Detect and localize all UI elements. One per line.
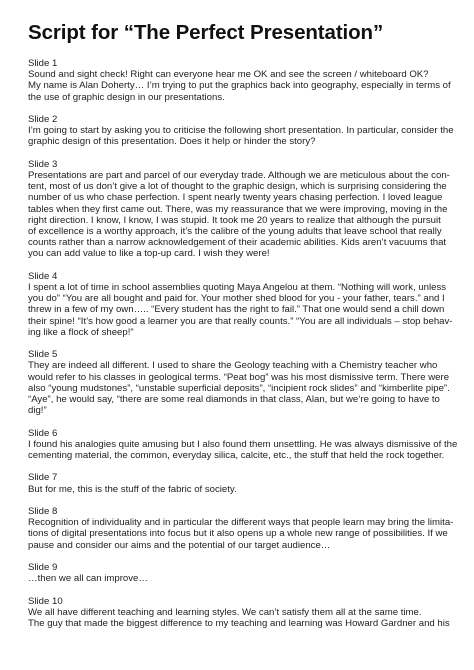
slide-text [28,360,468,416]
slide-heading: Slide 5 [28,349,58,361]
slide-text [28,484,468,495]
slide-text-line: graphic design of this presentation. Does it help or hinder the story? [28,136,316,148]
slide-heading: Slide 3 [28,158,58,170]
slide-text-line: I found his analogies quite amusing but I also found them unsettling. He was always dismissive of the [28,438,458,450]
slide-text [28,125,468,147]
slide-text-line: number of us who chase perfection. I spent nearly twenty years chasing perfection. I loved league [28,192,443,204]
slide-section [28,562,468,584]
slide-section [28,58,468,103]
slide-text [28,282,468,338]
slide-section [28,114,468,148]
slide-heading: Slide 9 [28,562,58,574]
slide-text [28,607,468,629]
slide-text [28,69,468,103]
slide-section [28,506,468,551]
slide-section [28,349,468,416]
document-title: Script for “The Perfect Presentation” [28,21,384,44]
slide-text [28,439,468,461]
slide-text-line: also “young mudstones”, “unstable superficial deposits”, “incipient rock slides” and “kimberlite pipe”. [28,382,450,394]
slide-text-line: Sound and sight check! Right can everyone hear me OK and see the screen / whiteboard OK? [28,69,429,81]
slide-text-line: counts rather than a narrow acknowledgement of their academic abilities. Kids aren’t vacuums that [28,237,447,249]
slide-text-line: tables when they first came out. There, was my reassurance that we were improving, moving in the [28,203,448,215]
slide-text-line: …then we all can improve… [28,573,148,585]
slide-section [28,159,468,260]
slide-text-line: right direction. I know, I know, I was stupid. It took me 20 years to realize that although the pursuit [28,214,441,226]
slide-text-line: dig!” [28,405,47,417]
slide-text-line: would refer to his classes in geological terms. “Peat bog” was his most dismissive term. There were [28,371,450,383]
slide-text-line: their spine! “It’s how good a learner you are that really counts.” “You are all individuals – stop behav- [28,315,453,327]
slide-text-line: The guy that made the biggest difference to my teaching and learning was Howard Gardner and his [28,618,450,630]
slide-heading: Slide 10 [28,595,63,607]
slide-text-line: you can add value to like a top-up card. I wish they were! [28,248,270,260]
slide-text-line: They are indeed all different. I used to share the Geology teaching with a Chemistry teacher who [28,360,438,372]
slide-text-line: I spent a lot of time in school assemblies quoting Maya Angelou at them. “Nothing will work, unless [28,282,447,294]
slide-text-line: Presentations are part and parcel of our everyday trade. Although we are meticulous about the con- [28,170,450,181]
slide-section [28,271,468,338]
slide-text-line: tent, most of us don’t give a lot of thought to the graphic design, which is surprising considering the [28,181,447,193]
slide-section [28,428,468,462]
slide-text-line: “Aye”, he would say, “there are some real diamonds in that class, Alan, but we’re going to have to [28,394,440,406]
slide-section [28,596,468,630]
slide-text-line: Recognition of individuality and in particular the different ways that people learn may bring the limita- [28,517,454,529]
slide-text-line: ing like a flock of sheep!” [28,326,134,338]
slide-heading: Slide 1 [28,58,58,69]
slide-section [28,472,468,494]
slide-heading: Slide 8 [28,506,58,518]
slide-text-line: of excellence is a worthy approach, it’s the calibre of the young adults that leave school that really [28,226,442,238]
slide-text-line: But for me, this is the stuff of the fabric of society. [28,483,237,495]
slide-text-line: pause and consider our aims and the potential of our target audience… [28,539,331,551]
slide-text-line: cementing material, the common, everyday silica, calcite, etc., the stuff that held the rock together. [28,450,445,462]
slide-text-line: you do” “You are all bought and paid for. Your mother shed blood for you - your father, tears.” and I [28,293,445,305]
slide-text [28,170,468,260]
slide-heading: Slide 2 [28,114,58,125]
slide-text [28,573,468,584]
slide-heading: Slide 4 [28,270,58,282]
slide-text [28,517,468,551]
slide-heading: Slide 6 [28,427,58,439]
slide-text-line: I’m going to start by asking you to criticise the following short presentation. In particular, consider the [28,125,454,137]
slide-heading: Slide 7 [28,472,58,484]
slide-text-line: tions of digital presentations into focus but it also opens up a whole new range of possibilities. If we [28,528,448,540]
slide-text-line: threw in a few of my own….. “Every student has the right to fail.” That one would send a chill down [28,304,445,316]
slide-text-line: the use of graphic design in our presentations. [28,91,225,103]
slide-text-line: My name is Alan Doherty… I’m trying to put the graphics back into geography, especially in terms of [28,80,451,92]
slide-text-line: We all have different teaching and learning styles. We can’t satisfy them all at the same time. [28,606,422,618]
slides-list [28,58,468,640]
